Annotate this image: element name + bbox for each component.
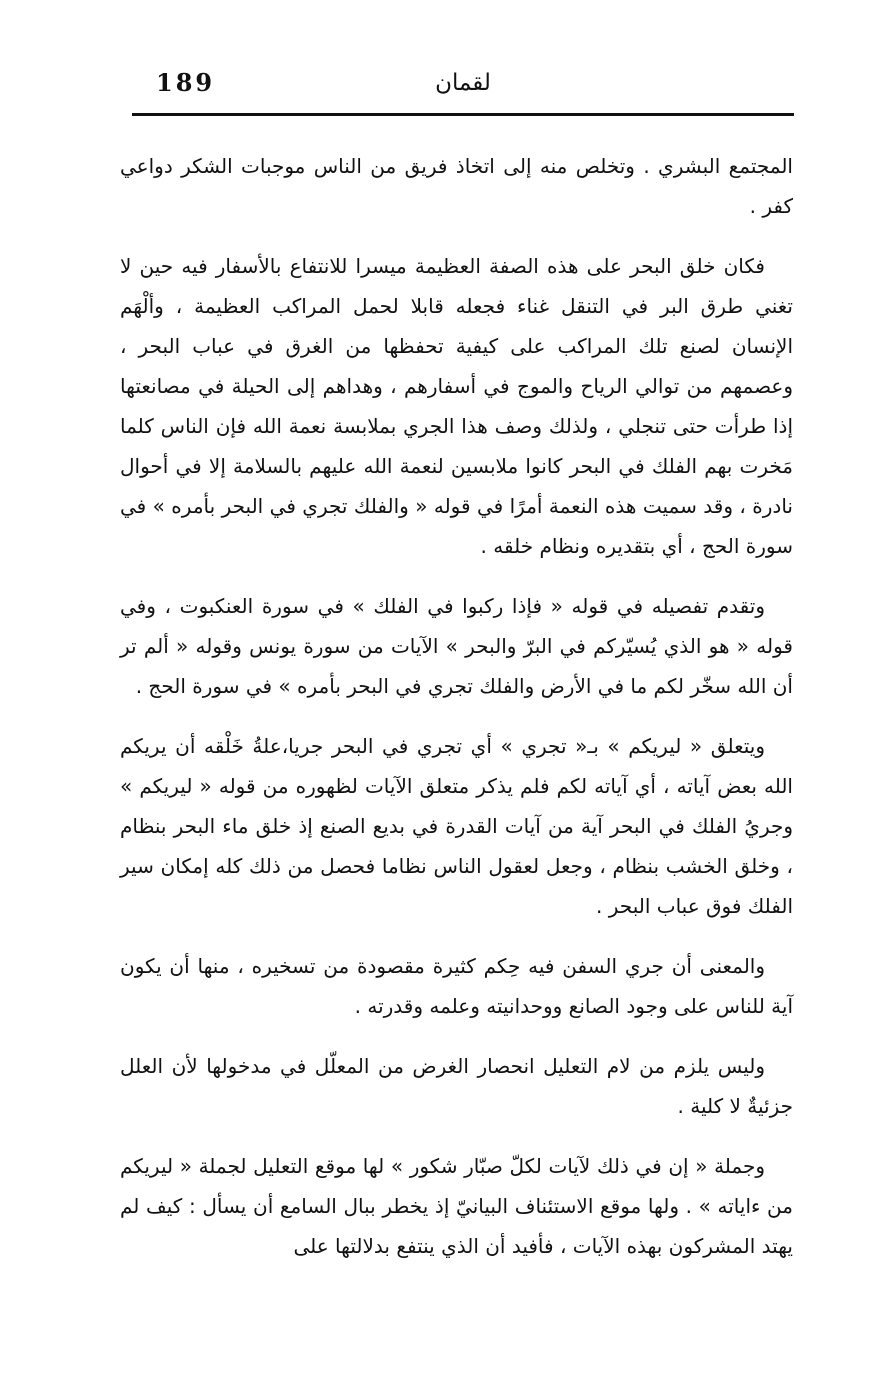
paragraph: المجتمع البشري . وتخلص منه إلى اتخاذ فريق من الناس موجبات الشكر دواعي كفر . [120, 154, 793, 218]
paragraph: وتقدم تفصيله في قوله « فإذا ركبوا في الفلك » في سورة العنكبوت ، وفي قوله « هو الذي يُسيّركم في البرّ والبحر » الآيات من سورة يونس وقوله « ألم تر أن الله سخّر لكم ما في الأرض والفلك تجري في البحر بأمره » في سورة الحج . [120, 594, 793, 698]
paragraph: وجملة « إن في ذلك لآيات لكلّ صبّار شكور » لها موقع التعليل لجملة « ليريكم من ءاياته » . ولها موقع الاستئناف البيانيّ إذ يخطر ببال السامع أن يسأل : كيف لم يهتد المشركون بهذه الآيات ، فأفيد أن الذي ينتفع بدلالتها على [120, 1154, 793, 1258]
paragraph: وليس يلزم من لام التعليل انحصار الغرض من المعلّل في مدخولها لأن العلل جزئيةٌ لا كلية . [120, 1054, 793, 1118]
running-title: لقمان [435, 70, 491, 96]
page-number: 189 [156, 68, 216, 97]
body-text [120, 146, 793, 1286]
paragraph: ويتعلق « ليريكم » بـ« تجري » أي تجري في البحر جريا،علةُ خَلْقه أن يريكم الله بعض آياته ، أي آياته لكم فلم يذكر متعلق الآيات لظهوره من قوله « ليريكم » وجريُ الفلك في البحر آية من آيات القدرة في بديع الصنع إذ خلق ماء البحر بنظام ، وخلق الخشب بنظام ، وجعل لعقول الناس نظاما فحصل من ذلك كله إمكان سير الفلك فوق عباب البحر . [120, 734, 793, 918]
paragraph: فكان خلق البحر على هذه الصفة العظيمة ميسرا للانتفاع بالأسفار فيه حين لا تغني طرق البر في التنقل غناء فجعله قابلا لحمل المراكب العظيمة ، وألْهَم الإنسان لصنع تلك المراكب على كيفية تحفظها من الغرق في عباب البحر ، وعصمهم من توالي الرياح والموج في أسفارهم ، وهداهم إلى الحيلة في مصانعتها إذا طرأت حتى تنجلي ، ولذلك وصف هذا الجري بملابسة نعمة الله فإن الناس كلما مَخرت بهم الفلك في البحر كانوا ملابسين لنعمة الله عليهم بالسلامة إلا في أحوال نادرة ، وقد سميت هذه النعمة أمرًا في قوله « والفلك تجري في البحر بأمره » في سورة الحج ، أي بتقديره ونظام خلقه . [120, 254, 793, 558]
page-header [132, 68, 794, 112]
paragraph: والمعنى أن جري السفن فيه حِكم كثيرة مقصودة من تسخيره ، منها أن يكون آية للناس على وجود الصانع ووحدانيته وعلمه وقدرته . [120, 954, 793, 1018]
header-rule [132, 113, 794, 116]
